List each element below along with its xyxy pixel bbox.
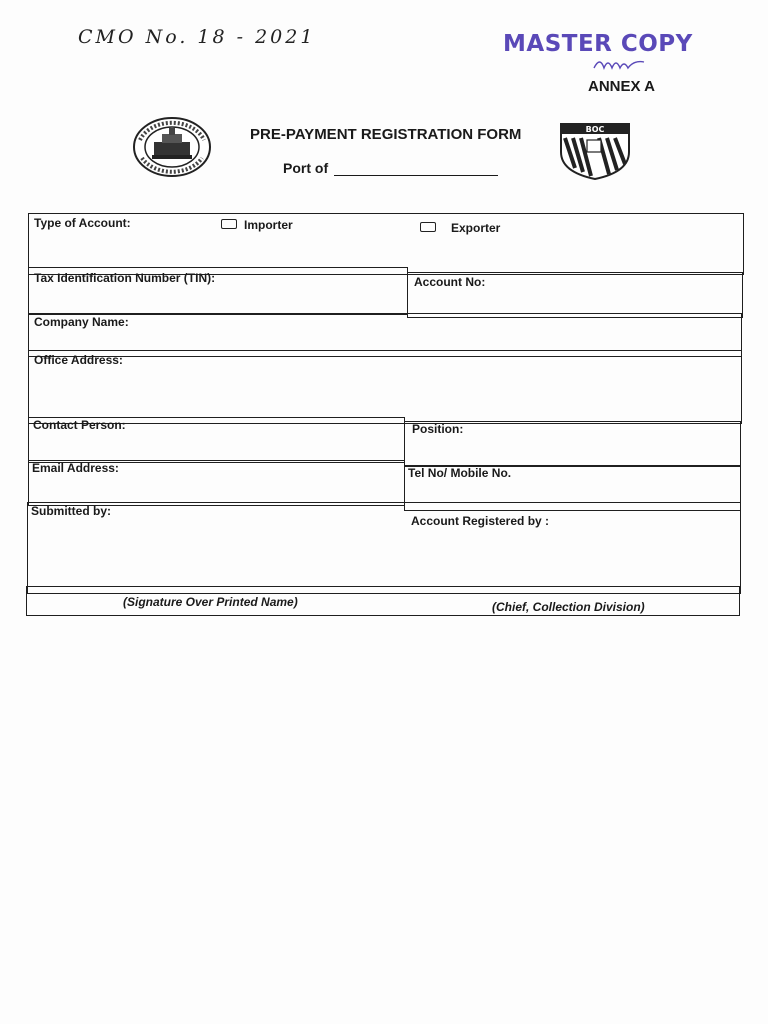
office-address-label: Office Address: xyxy=(34,353,123,367)
exporter-option-label: Exporter xyxy=(451,221,501,235)
office-address-field[interactable] xyxy=(28,350,742,424)
boc-seal-text: BOC xyxy=(585,125,605,134)
type-of-account-row xyxy=(28,213,744,275)
tel-mobile-label: Tel No/ Mobile No. xyxy=(408,466,512,480)
exporter-checkbox[interactable] xyxy=(420,222,436,232)
company-name-label: Company Name: xyxy=(34,315,129,329)
port-input-line[interactable] xyxy=(334,175,498,176)
signature-block[interactable] xyxy=(27,502,741,594)
email-address-label: Email Address: xyxy=(32,461,119,475)
importer-checkbox[interactable] xyxy=(221,219,237,229)
form-title: PRE-PAYMENT REGISTRATION FORM xyxy=(250,126,522,143)
importer-option-label: Importer xyxy=(244,218,293,232)
annex-label: ANNEX A xyxy=(588,78,655,95)
stamp-signature xyxy=(590,54,650,74)
department-of-finance-seal xyxy=(132,116,212,178)
type-of-account-label: Type of Account: xyxy=(34,216,131,230)
tin-label: Tax Identification Number (TIN): xyxy=(34,271,216,285)
signature-caption: (Signature Over Printed Name) xyxy=(123,595,298,609)
account-no-label: Account No: xyxy=(414,275,486,289)
contact-person-label: Contact Person: xyxy=(33,418,126,432)
bureau-of-customs-shield xyxy=(559,122,631,180)
account-registered-by-label: Account Registered by : xyxy=(411,514,550,528)
handwritten-cmo-number: CMO No. 18 - 2021 xyxy=(78,26,316,48)
position-label: Position: xyxy=(412,422,464,436)
submitted-by-label: Submitted by: xyxy=(31,504,111,518)
port-label: Port of xyxy=(283,160,329,176)
chief-caption: (Chief, Collection Division) xyxy=(492,600,645,614)
master-copy-stamp: MASTER COPY xyxy=(503,31,693,57)
